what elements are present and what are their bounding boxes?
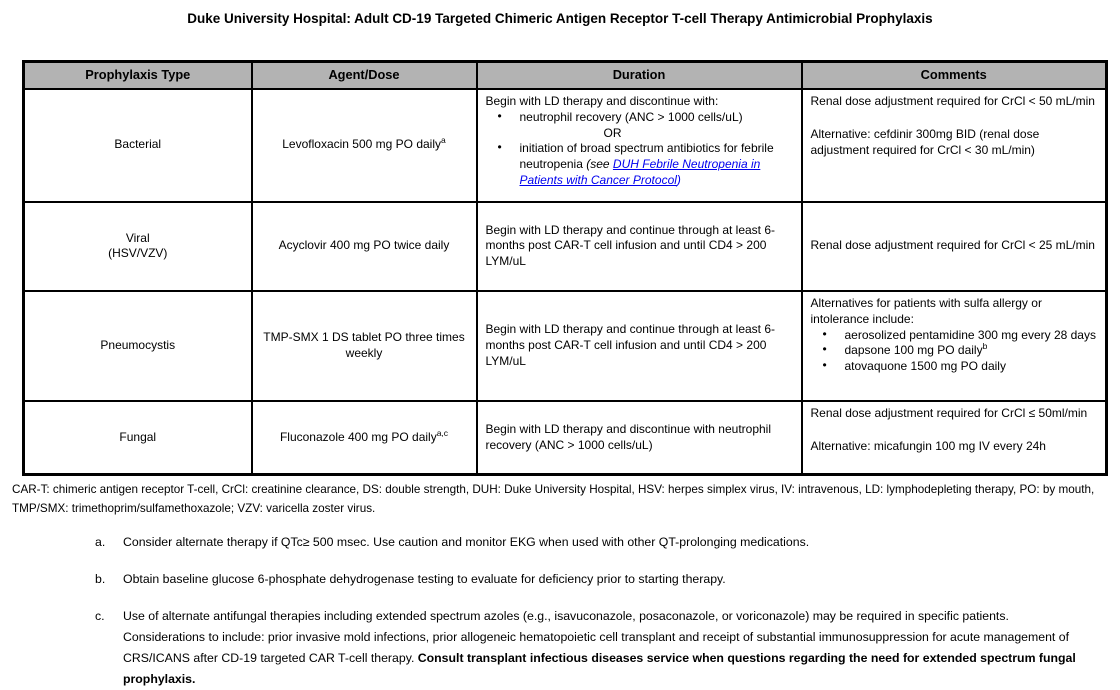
cell-type-bacterial: [24, 89, 252, 202]
page-title: Duke University Hospital: Adult CD-19 Targeted Chimeric Antigen Receptor T-cell Therapy Antimicrobial Prophylaxis: [187, 11, 933, 26]
table-row-fungal: [24, 401, 1107, 475]
dapsone-footnote-marker: b: [982, 341, 988, 352]
bullet-icon: •: [822, 358, 827, 373]
footnote-b-text: Obtain baseline glucose 6-phosphate dehydrogenase testing to evaluate for deficiency prior to starting therapy.: [123, 572, 726, 586]
cell-duration-viral: [477, 202, 802, 291]
footnote-a: [95, 532, 1088, 553]
agent-label: Levofloxacin 500 mg PO daily: [282, 137, 442, 152]
table-row-viral: [24, 202, 1107, 291]
header-agent-dose: Agent/Dose: [252, 62, 477, 89]
duh-febrile-neutropenia-protocol-link[interactable]: DUH Febrile Neutropenia in Patients with Cancer Protocol: [519, 157, 761, 188]
abbreviations-note: CAR-T: chimeric antigen receptor T-cell, CrCl: creatinine clearance, DS: double strength, DUH: Duke University Hospital, HSV: herpes simplex virus, IV: intravenous, LD: lymphodepleting therapy, PO: by mouth, TMP/SMX: trimethoprim/sulfamethoxazole; VZV: varicella zoster virus.: [12, 483, 1095, 515]
comment-bullet-2-text: dapsone 100 mg PO daily$^b$: [844, 341, 988, 358]
agent-label: TMP-SMX 1 DS tablet PO three times weekly: [263, 330, 465, 360]
comment-bullet-3: [811, 359, 1098, 375]
type-label: Fungal: [119, 429, 157, 444]
footnote-a-text: Consider alternate therapy if QTc≥ 500 msec. Use caution and monitor EKG when used with other QT-prolonging medications.: [123, 535, 810, 549]
comment-text: Renal dose adjustment required for CrCl < 25 mL/min: [810, 238, 1095, 253]
agent-label: Fluconazole 400 mg PO daily: [279, 429, 437, 444]
table-row-bacterial: [24, 89, 1107, 202]
type-label-line1: Viral: [125, 230, 150, 245]
cell-duration-bacterial: [477, 89, 802, 202]
footnote-b: [95, 569, 1088, 590]
footnote-b-label: b.: [95, 572, 106, 586]
duration-or: OR: [603, 125, 622, 140]
cell-type-pneumocystis: [24, 291, 252, 401]
prophylaxis-table: [22, 60, 1108, 476]
comment-intro: Alternatives for patients with sulfa allergy or intolerance include:: [810, 295, 1042, 326]
footnote-c-bold-text: Consult transplant infectious diseases service when questions regarding the need for extended spectrum fungal prophylaxis.: [123, 650, 1076, 686]
footnote-c: [95, 606, 1088, 690]
header-duration: Duration: [477, 62, 802, 89]
cell-agent-fungal: [252, 401, 477, 475]
comment-line-1: Renal dose adjustment required for CrCl ≤ 50ml/min: [810, 405, 1088, 420]
cell-duration-pneumocystis: [477, 291, 802, 401]
bullet-icon: •: [822, 342, 827, 357]
bullet-icon: •: [497, 140, 502, 155]
type-label: Bacterial: [114, 137, 162, 152]
comment-line-2: Alternative: micafungin 100 mg IV every 24h: [810, 438, 1046, 453]
comment-bullet-1-text: aerosolized pentamidine 300 mg every 28 days: [844, 327, 1096, 342]
footnote-c-text: Use of alternate antifungal therapies including extended spectrum azoles (e.g., isavuconazole, posaconazole, or voriconazole) may be required in specific patients. Considerations to include: prior invasive mold infections, prior allogeneic hematopoietic cell transplant and receipt of substantial immunosuppression for acute management of CRS/ICANS after CD-19 targeted CAR T-cell therapy. Consult transplant infectious diseases service when questions regarding the need for extended spectrum fungal prophylaxis.: [123, 609, 1076, 686]
comment-bullet-2: [811, 343, 1098, 359]
comment-bullet-3-text: atovaquone 1500 mg PO daily: [844, 359, 1006, 374]
table-header-row: [24, 62, 1107, 89]
cell-agent-pneumocystis: [252, 291, 477, 401]
duration-text: Begin with LD therapy and discontinue with neutrophil recovery (ANC > 1000 cells/uL): [485, 421, 772, 452]
type-label: Pneumocystis: [100, 337, 176, 352]
cell-agent-bacterial: [252, 89, 477, 202]
comment-bullet-1: [811, 328, 1098, 344]
header-comments: Comments: [802, 62, 1107, 89]
agent-label: Acyclovir 400 mg PO twice daily: [278, 238, 450, 253]
header-prophylaxis-type: Prophylaxis Type: [24, 62, 252, 89]
duration-bullet-1: [486, 110, 793, 126]
bullet-icon: •: [822, 326, 827, 341]
footnote-a-label: a.: [95, 535, 106, 549]
cell-comments-bacterial: [802, 89, 1107, 202]
agent-footnote-marker: a,c: [436, 427, 449, 438]
link-close-paren: ): [676, 173, 681, 188]
cell-comments-pneumocystis: [802, 291, 1107, 401]
cell-duration-fungal: [477, 401, 802, 475]
duration-text: Begin with LD therapy and continue through at least 6-months post CAR-T cell infusion and until CD4 > 200 LYM/uL: [485, 322, 776, 368]
cell-comments-viral: [802, 202, 1107, 291]
agent-footnote-marker: a: [441, 135, 446, 146]
cell-agent-viral: [252, 202, 477, 291]
cell-type-fungal: [24, 401, 252, 475]
footnote-c-label: c.: [95, 609, 105, 623]
duration-bullet-2-text: initiation of broad spectrum antibiotics for febrile neutropenia (see DUH Febrile Neutropenia in Patients with Cancer Protocol): [519, 141, 774, 188]
cell-type-viral: [24, 202, 252, 291]
duration-text: Begin with LD therapy and continue through at least 6-months post CAR-T cell infusion and until CD4 > 200 LYM/uL: [485, 222, 776, 269]
comment-line-1: Renal dose adjustment required for CrCl < 50 mL/min: [810, 93, 1095, 108]
cell-comments-fungal: [802, 401, 1107, 475]
bullet-icon: •: [497, 108, 502, 123]
duration-bullet-2: [486, 141, 793, 188]
type-label-line2: (HSV/VZV): [108, 246, 168, 261]
duration-bullet-1-text: neutrophil recovery (ANC > 1000 cells/uL): [519, 109, 743, 124]
see-prefix: (see: [586, 157, 613, 172]
comment-line-2: Alternative: cefdinir 300mg BID (renal dose adjustment required for CrCl < 30 mL/min): [810, 126, 1040, 157]
duration-intro: Begin with LD therapy and discontinue with:: [485, 93, 719, 108]
table-row-pneumocystis: [24, 291, 1107, 401]
